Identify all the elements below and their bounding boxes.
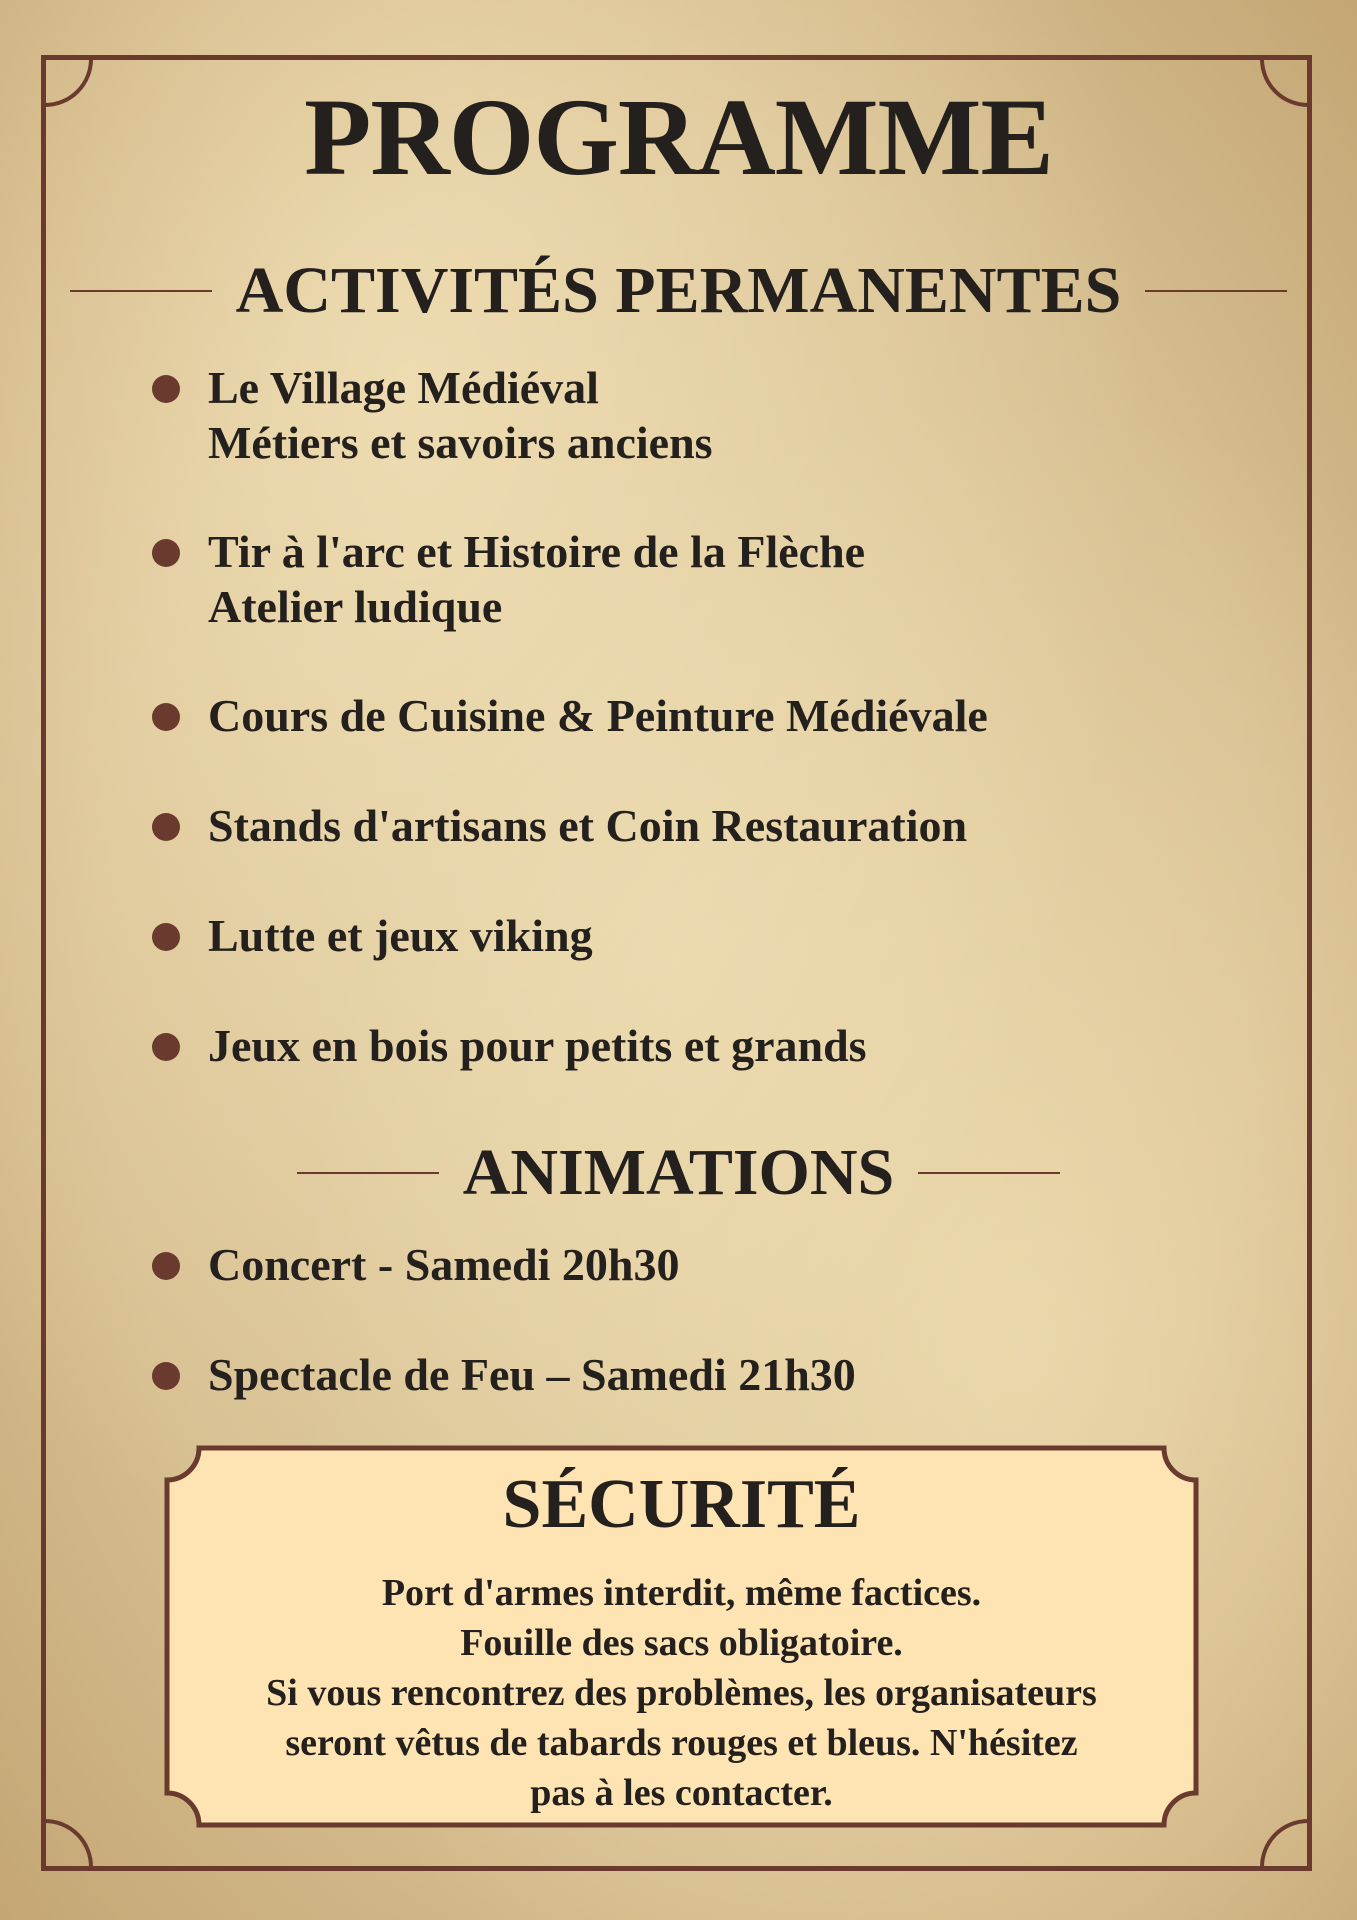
section-heading-label: ANIMATIONS [462, 1136, 895, 1209]
list-item-title: Jeux en bois pour petits et grands [208, 1020, 867, 1071]
heading-rule-left [297, 1172, 439, 1174]
security-title: SÉCURITÉ [502, 1466, 861, 1543]
section-heading-label: ACTIVITÉS PERMANENTES [235, 254, 1122, 327]
bullet-icon [152, 923, 180, 951]
bullet-icon [152, 539, 180, 567]
list-item-subtitle: Métiers et savoirs anciens [208, 417, 713, 468]
bullet-icon [152, 1033, 180, 1061]
corner-ornament-bottom-left [41, 1819, 93, 1871]
list-item-title: Spectacle de Feu – Samedi 21h30 [208, 1349, 856, 1400]
list-item-title: Stands d'artisans et Coin Restauration [208, 800, 968, 851]
list-item-subtitle: Atelier ludique [208, 581, 503, 632]
list-item-title: Cours de Cuisine & Peinture Médiévale [208, 690, 988, 741]
security-text [183, 1568, 1180, 1818]
security-line: pas à les contacter. [530, 1772, 833, 1814]
security-line: Port d'armes interdit, même factices. [381, 1572, 982, 1614]
list-item-title: Lutte et jeux viking [208, 910, 593, 961]
security-line: seront vêtus de tabards rouges et bleus. N'hésitez [285, 1722, 1078, 1764]
bullet-icon [152, 813, 180, 841]
list-item-title: Concert - Samedi 20h30 [208, 1239, 680, 1290]
heading-rule-right [918, 1172, 1060, 1174]
security-panel [163, 1444, 1200, 1829]
list-item-title: Le Village Médiéval [208, 362, 599, 413]
heading-rule-left [70, 290, 212, 292]
section-heading-permanent [0, 254, 1357, 327]
corner-ornament-bottom-right [1260, 1819, 1312, 1871]
bullet-icon [152, 1362, 180, 1390]
section-heading-animations [0, 1136, 1357, 1209]
bullet-icon [152, 1252, 180, 1280]
list-item-title: Tir à l'arc et Histoire de la Flèche [208, 526, 866, 577]
security-line: Si vous rencontrez des problèmes, les organisateurs [266, 1672, 1097, 1714]
page-title: PROGRAMME [304, 76, 1053, 198]
bullet-icon [152, 703, 180, 731]
heading-rule-right [1145, 290, 1287, 292]
security-line: Fouille des sacs obligatoire. [460, 1622, 903, 1664]
bullet-icon [152, 375, 180, 403]
